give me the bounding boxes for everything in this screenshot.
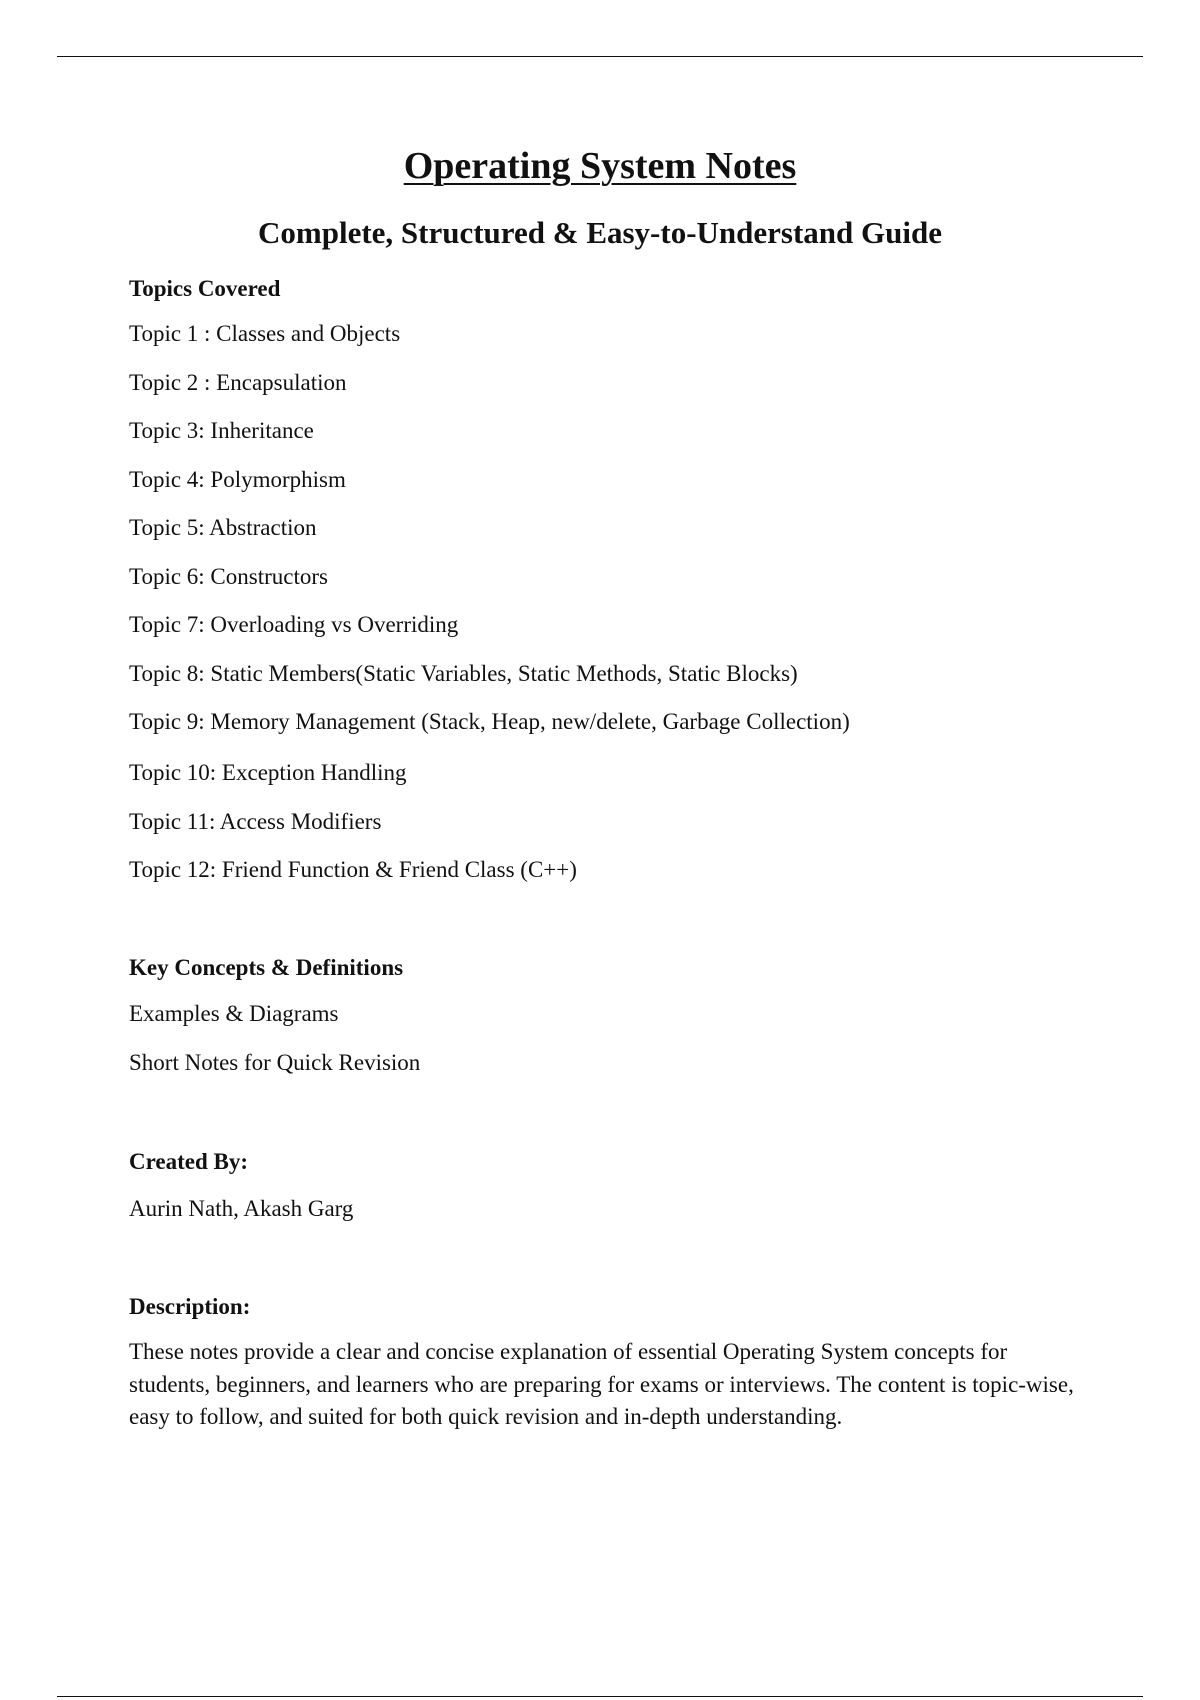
extra-item: Short Notes for Quick Revision	[129, 1050, 421, 1075]
extra-item: Examples & Diagrams	[129, 1001, 339, 1026]
topic-item: Topic 11: Access Modifiers	[129, 809, 382, 834]
topic-item: Topic 7: Overloading vs Overriding	[129, 612, 459, 637]
page-title	[0, 143, 1200, 189]
topic-item: Topic 4: Polymorphism	[129, 467, 346, 492]
topic-item: Topic 2 : Encapsulation	[129, 370, 347, 395]
key-concepts-heading: Key Concepts & Definitions	[129, 955, 404, 980]
topic-item: Topic 3: Inheritance	[129, 418, 314, 443]
page-title-text: Operating System Notes	[403, 145, 797, 187]
description-text: These notes provide a clear and concise explanation of essential Operating System concepts for students, beginners, and learners who are preparing for exams or interviews. The content is topic-wise, easy to follow, and suited for both quick revision and in-depth understanding.	[129, 1339, 1074, 1429]
topics-heading: Topics Covered	[129, 276, 281, 301]
topic-item: Topic 1 : Classes and Objects	[129, 321, 401, 346]
description-heading: Description:	[129, 1294, 251, 1319]
bottom-divider	[57, 1696, 1143, 1697]
top-divider	[57, 56, 1143, 57]
topic-item: Topic 12: Friend Function & Friend Class (C++)	[129, 857, 577, 882]
authors: Aurin Nath, Akash Garg	[129, 1196, 354, 1221]
topic-item: Topic 9: Memory Management (Stack, Heap, new/delete, Garbage Collection)	[129, 709, 850, 734]
topic-item: Topic 10: Exception Handling	[129, 760, 407, 785]
page-subtitle: Complete, Structured & Easy-to-Understand Guide	[258, 215, 942, 250]
created-by-heading: Created By:	[129, 1149, 249, 1174]
topic-item: Topic 5: Abstraction	[129, 515, 317, 540]
topic-item: Topic 6: Constructors	[129, 564, 328, 589]
topic-item: Topic 8: Static Members(Static Variables, Static Methods, Static Blocks)	[129, 661, 798, 686]
